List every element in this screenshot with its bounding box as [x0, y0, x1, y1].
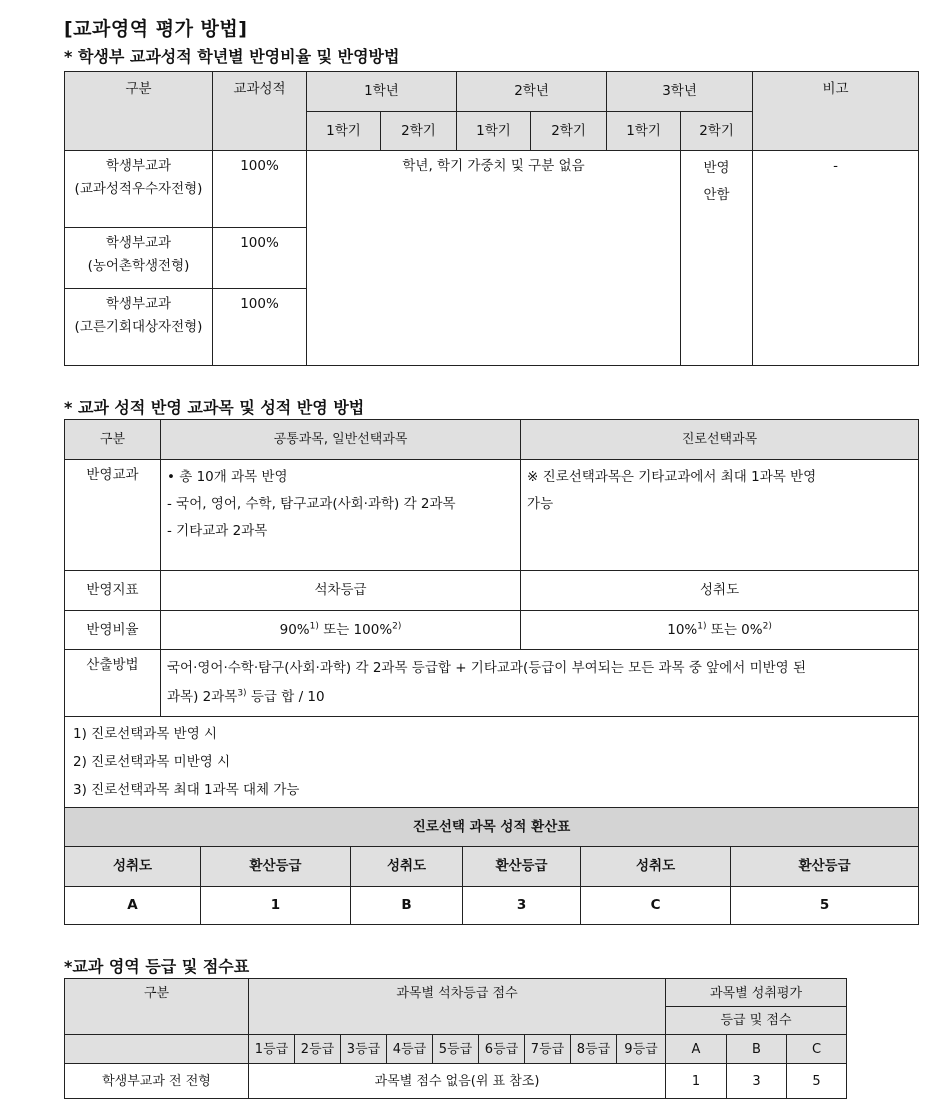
label-ratio: 반영비율 [65, 611, 161, 650]
grade-col: 1등급 [249, 1035, 295, 1064]
row-score: 100% [213, 289, 307, 366]
grade-score-table [64, 978, 847, 1099]
row-score: 1 [666, 1064, 727, 1099]
row-track: 학생부교과 (교과성적우수자전형) [65, 151, 213, 228]
label-subjects: 반영교과 [65, 460, 161, 571]
grade-col: 7등급 [525, 1035, 571, 1064]
not-applied-cell: 반영 안함 [681, 151, 753, 366]
section3-heading: *교과 영역 등급 및 점수표 [64, 957, 250, 976]
grade-col: 3등급 [341, 1035, 387, 1064]
ratio-common: 90%$^{1)}$ 또는 100%$^{2)}$ [161, 611, 521, 650]
hdr-ach-2: 등급 및 점수 [666, 1007, 847, 1035]
hdr-year1: 1학년 [307, 72, 457, 112]
hdr-note: 비고 [753, 72, 919, 151]
section2-heading: * 교과 성적 반영 교과목 및 성적 반영 방법 [64, 398, 365, 417]
row-score: 100% [213, 151, 307, 228]
hdr-year3: 3학년 [607, 72, 753, 112]
conversion-table-title: 진로선택 과목 성적 환산표 [65, 808, 919, 847]
grade-col: 5등급 [433, 1035, 479, 1064]
weight-merged-cell: 학년, 학기 가중치 및 구분 없음 [307, 151, 681, 366]
row-label: 학생부교과 전 전형 [65, 1064, 249, 1099]
hdr-common: 공통과목, 일반선택과목 [161, 420, 521, 460]
conv-hdr: 성취도 [351, 847, 463, 887]
conv-hdr: 성취도 [65, 847, 201, 887]
hdr-sem: 2학기 [531, 112, 607, 151]
row-track: 학생부교과 (고른기회대상자전형) [65, 289, 213, 366]
label-calc: 산출방법 [65, 650, 161, 717]
letter-col: B [727, 1035, 787, 1064]
hdr-gubun: 구분 [65, 72, 213, 151]
grade-col: 4등급 [387, 1035, 433, 1064]
hdr-score: 교과성적 [213, 72, 307, 151]
hdr-sem: 1학기 [307, 112, 381, 151]
subjects-career: ※ 진로선택과목은 기타교과에서 최대 1과목 반영 가능 [521, 460, 919, 571]
conv-hdr: 환산등급 [463, 847, 581, 887]
hdr-gubun: 구분 [65, 979, 249, 1035]
conv-val: 1 [201, 887, 351, 925]
subject-method-table [64, 419, 919, 925]
hdr-sem: 1학기 [607, 112, 681, 151]
conv-hdr: 성취도 [581, 847, 731, 887]
grade-col: 9등급 [617, 1035, 666, 1064]
letter-col: A [666, 1035, 727, 1064]
conv-hdr: 환산등급 [201, 847, 351, 887]
letter-col: C [787, 1035, 847, 1064]
ratio-career: 10%$^{1)}$ 또는 0%$^{2)}$ [521, 611, 919, 650]
grade-col: 8등급 [571, 1035, 617, 1064]
conv-val: B [351, 887, 463, 925]
hdr-year2: 2학년 [457, 72, 607, 112]
hdr-sem: 2학기 [681, 112, 753, 151]
hdr-sem: 1학기 [457, 112, 531, 151]
index-common: 석차등급 [161, 571, 521, 611]
calc-method: 국어·영어·수학·탐구(사회·과학) 각 2과목 등급합 + 기타교과(등급이 부여되는 모든 과목 중 앞에서 미반영 된 과목) 2과목$^{3)}$ 등급 합 / 10 [161, 650, 919, 717]
page-title: [교과영역 평가 방법] [64, 18, 248, 40]
hdr-ach-1: 과목별 성취평가 [666, 979, 847, 1007]
hdr-rank-score: 과목별 석차등급 점수 [249, 979, 666, 1035]
subjects-common: • 총 10개 과목 반영 - 국어, 영어, 수학, 탐구교과(사회·과학) 각 2과목 - 기타교과 2과목 [161, 460, 521, 571]
conv-val: A [65, 887, 201, 925]
note-cell: - [753, 151, 919, 366]
conv-val: 5 [731, 887, 919, 925]
row-track: 학생부교과 (농어촌학생전형) [65, 228, 213, 289]
hdr-blank [65, 1035, 249, 1064]
hdr-career: 진로선택과목 [521, 420, 919, 460]
row-score: 3 [727, 1064, 787, 1099]
grade-col: 2등급 [295, 1035, 341, 1064]
conv-hdr: 환산등급 [731, 847, 919, 887]
section1-heading: * 학생부 교과성적 학년별 반영비율 및 반영방법 [64, 47, 400, 66]
conv-val: C [581, 887, 731, 925]
row-merged: 과목별 점수 없음(위 표 참조) [249, 1064, 666, 1099]
row-score: 5 [787, 1064, 847, 1099]
label-index: 반영지표 [65, 571, 161, 611]
index-career: 성취도 [521, 571, 919, 611]
footnotes: 1) 진로선택과목 반영 시 2) 진로선택과목 미반영 시 3) 진로선택과목 최대 1과목 대체 가능 [65, 717, 919, 808]
row-score: 100% [213, 228, 307, 289]
hdr-sem: 2학기 [381, 112, 457, 151]
conv-val: 3 [463, 887, 581, 925]
grade-ratio-table [64, 71, 919, 366]
hdr-gubun: 구분 [65, 420, 161, 460]
grade-col: 6등급 [479, 1035, 525, 1064]
